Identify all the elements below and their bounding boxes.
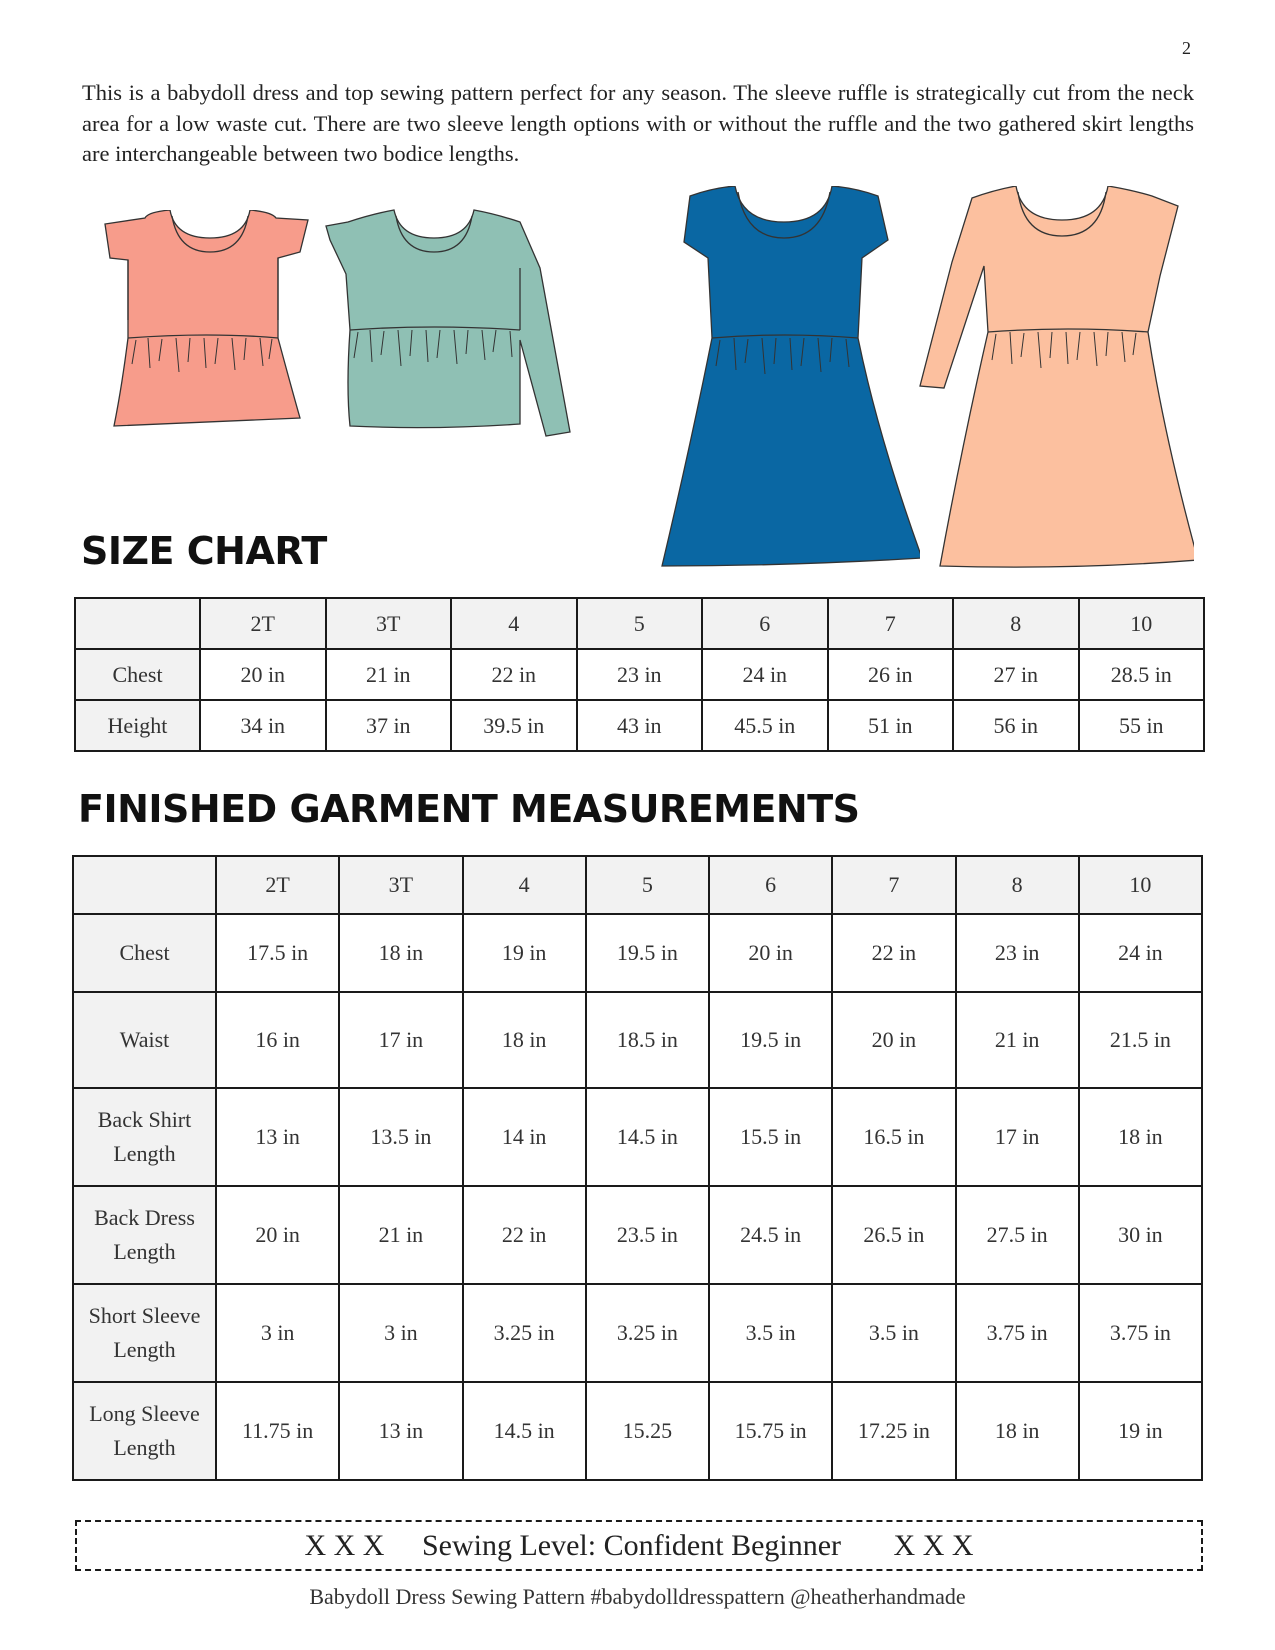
column-header: 5 [586,856,709,914]
row-label: Back Shirt Length [73,1088,216,1186]
column-header: 6 [702,598,828,649]
table-row [73,1284,1202,1382]
measurement-cell: 26 in [828,649,954,700]
measurement-cell: 18 in [339,914,462,992]
column-header: 6 [709,856,832,914]
measurement-cell: 23 in [577,649,703,700]
measurement-cell: 22 in [451,649,577,700]
measurement-cell: 17 in [956,1088,1079,1186]
garment-measurements-heading: FINISHED GARMENT MEASUREMENTS [78,787,860,831]
table-row [73,914,1202,992]
measurement-cell: 30 in [1079,1186,1202,1284]
measurement-cell: 37 in [326,700,452,751]
measurement-cell: 11.75 in [216,1382,339,1480]
measurement-cell: 14 in [463,1088,586,1186]
measurement-cell: 3.75 in [956,1284,1079,1382]
measurement-cell: 27.5 in [956,1186,1079,1284]
measurement-cell: 19 in [463,914,586,992]
sewing-level-box [75,1520,1203,1571]
measurement-cell: 3.5 in [709,1284,832,1382]
measurement-cell: 17.5 in [216,914,339,992]
column-header: 7 [828,598,954,649]
column-header: 8 [956,856,1079,914]
measurement-cell: 13 in [339,1382,462,1480]
measurement-cell: 17.25 in [832,1382,955,1480]
measurement-cell: 16.5 in [832,1088,955,1186]
row-label: Short Sleeve Length [73,1284,216,1382]
table-row [73,1186,1202,1284]
footer-credit: Babydoll Dress Sewing Pattern #babydolldresspattern @heatherhandmade [309,1584,966,1609]
short-sleeve-dress-illustration [660,186,920,572]
measurement-cell: 21 in [956,992,1079,1088]
measurement-cell: 19.5 in [709,992,832,1088]
measurement-cell: 34 in [200,700,326,751]
garment-body [662,186,920,566]
row-label: Long Sleeve Length [73,1382,216,1480]
measurement-cell: 14.5 in [586,1088,709,1186]
measurement-cell: 3.25 in [463,1284,586,1382]
garment-body [326,210,570,436]
table-row [75,649,1204,700]
measurement-cell: 3.75 in [1079,1284,1202,1382]
column-header: 7 [832,856,955,914]
column-header: 2T [200,598,326,649]
measurement-cell: 15.75 in [709,1382,832,1480]
table-row [75,700,1204,751]
measurement-cell: 15.25 [586,1382,709,1480]
measurement-cell: 20 in [200,649,326,700]
row-label: Height [75,700,200,751]
column-header: 3T [339,856,462,914]
column-header: 10 [1079,598,1205,649]
measurement-cell: 19.5 in [586,914,709,992]
measurement-cell: 18 in [463,992,586,1088]
measurement-cell: 22 in [832,914,955,992]
measurement-cell: 3.25 in [586,1284,709,1382]
measurement-cell: 24 in [1079,914,1202,992]
page-number: 2 [1182,38,1191,58]
column-header: 2T [216,856,339,914]
measurement-cell: 22 in [463,1186,586,1284]
measurement-cell: 14.5 in [463,1382,586,1480]
measurement-cell: 20 in [832,992,955,1088]
measurement-cell: 23.5 in [586,1186,709,1284]
measurement-cell: 3 in [216,1284,339,1382]
measurement-cell: 20 in [709,914,832,992]
table-row [73,992,1202,1088]
corner-cell [75,598,200,649]
column-header: 5 [577,598,703,649]
table-row [73,1382,1202,1480]
measurement-cell: 3.5 in [832,1284,955,1382]
measurement-cell: 26.5 in [832,1186,955,1284]
level-marker-right: X X X [893,1529,974,1562]
measurement-cell: 55 in [1079,700,1205,751]
row-label: Chest [75,649,200,700]
intro-paragraph: This is a babydoll dress and top sewing pattern perfect for any season. The sleeve ruffle is strategically cut from the neck area for a low waste cut. There are two sleeve length options with or without the ruffle and the two gathered skirt lengths are interchangeable between two bodice lengths. [82,80,1194,166]
measurement-cell: 16 in [216,992,339,1088]
measurement-cell: 18 in [1079,1088,1202,1186]
measurement-cell: 21 in [326,649,452,700]
short-sleeve-top-illustration [100,210,322,434]
measurement-cell: 3 in [339,1284,462,1382]
garment-body [920,186,1194,567]
size-chart-heading: SIZE CHART [81,529,327,573]
size-chart-table [74,597,1205,752]
column-header: 3T [326,598,452,649]
measurement-cell: 21.5 in [1079,992,1202,1088]
long-sleeve-dress-illustration [912,186,1194,572]
row-label: Waist [73,992,216,1088]
measurement-cell: 43 in [577,700,703,751]
column-header: 10 [1079,856,1202,914]
measurement-cell: 51 in [828,700,954,751]
measurement-cell: 24 in [702,649,828,700]
measurement-cell: 17 in [339,992,462,1088]
long-sleeve-top-illustration [324,208,580,456]
measurement-cell: 19 in [1079,1382,1202,1480]
measurement-cell: 39.5 in [451,700,577,751]
measurement-cell: 27 in [953,649,1079,700]
row-label: Back Dress Length [73,1186,216,1284]
measurement-cell: 15.5 in [709,1088,832,1186]
measurement-cell: 56 in [953,700,1079,751]
measurement-cell: 23 in [956,914,1079,992]
measurement-cell: 18.5 in [586,992,709,1088]
measurement-cell: 24.5 in [709,1186,832,1284]
sewing-level-text: Sewing Level: Confident Beginner [421,1529,842,1562]
measurement-cell: 45.5 in [702,700,828,751]
measurement-cell: 21 in [339,1186,462,1284]
column-header: 8 [953,598,1079,649]
measurement-cell: 28.5 in [1079,649,1205,700]
table-row [73,1088,1202,1186]
row-label: Chest [73,914,216,992]
column-header: 4 [451,598,577,649]
measurement-cell: 13.5 in [339,1088,462,1186]
measurement-cell: 13 in [216,1088,339,1186]
corner-cell [73,856,216,914]
garment-measurements-table [72,855,1203,1481]
column-header: 4 [463,856,586,914]
measurement-cell: 18 in [956,1382,1079,1480]
measurement-cell: 20 in [216,1186,339,1284]
level-marker-left: X X X [304,1529,385,1562]
